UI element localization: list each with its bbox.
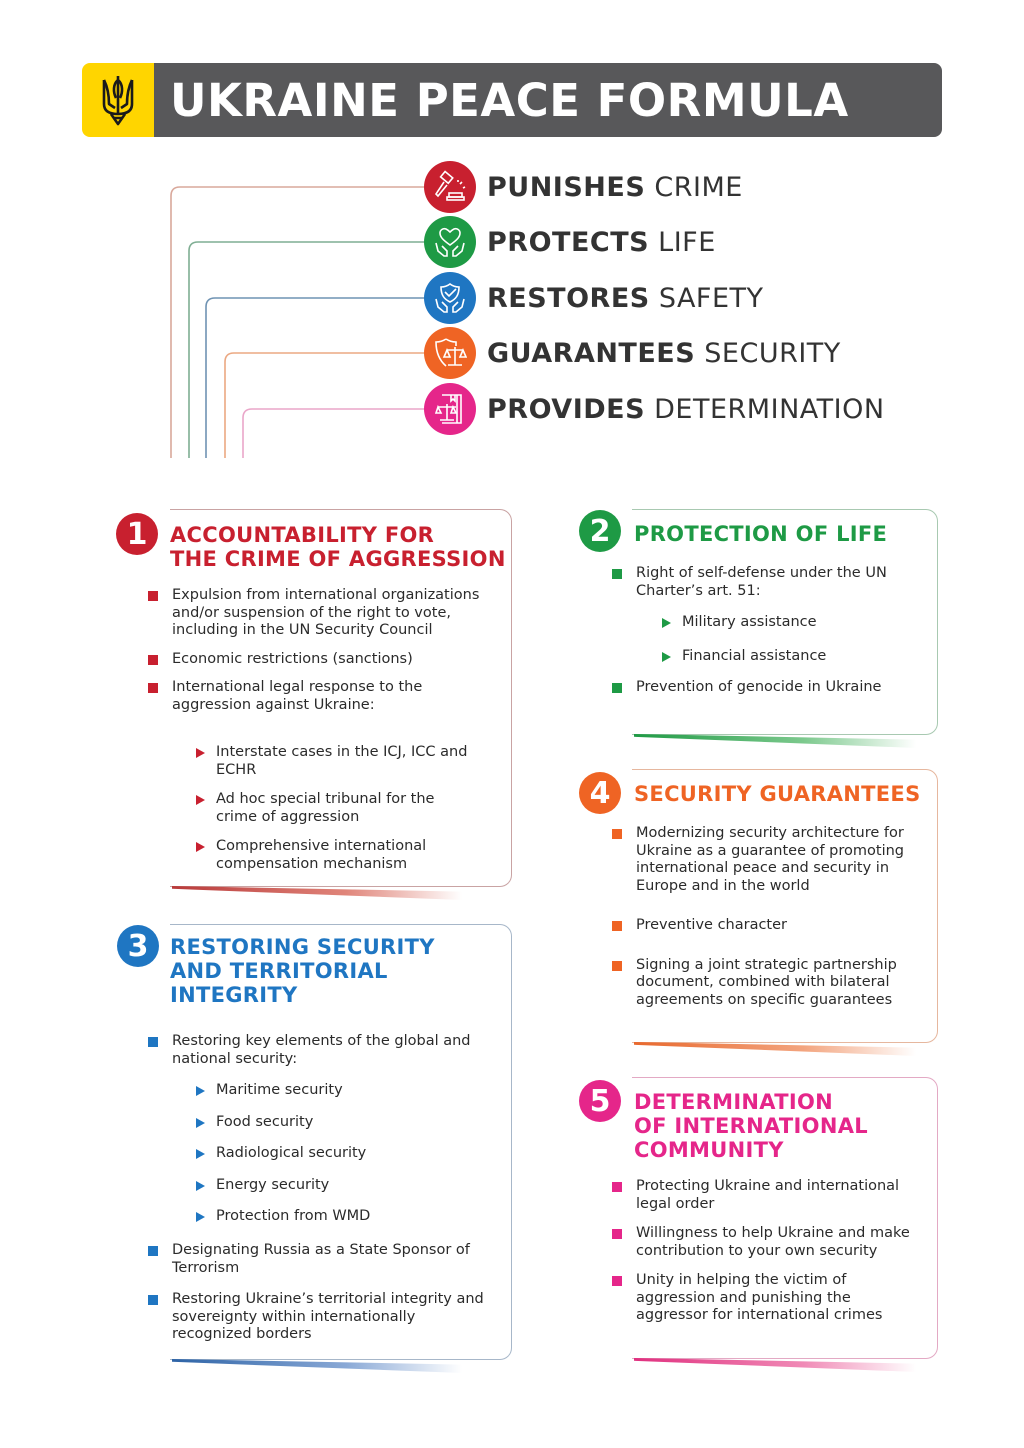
card-bullet-list <box>612 825 914 1009</box>
principle-provides-determination <box>424 383 885 435</box>
principle-label: GUARANTEES SECURITY <box>487 337 841 369</box>
card-security-guarantees <box>589 769 938 1043</box>
shield-scales-icon <box>433 336 467 370</box>
connector-line-5 <box>243 409 426 458</box>
bullet-item: Modernizing security architecture for Ukraine as a guarantee of promoting international peace and security in Europe and in the world <box>612 825 914 895</box>
card-swoosh <box>634 734 916 748</box>
trident-crest-icon <box>101 74 135 126</box>
principle-label: PROVIDES DETERMINATION <box>487 393 885 425</box>
card-swoosh <box>172 886 462 900</box>
card-subitem-list <box>196 744 476 873</box>
card-subitem-list <box>196 1082 456 1226</box>
connector-line-4 <box>225 353 426 458</box>
check-shield-hands-icon <box>433 281 467 315</box>
card-number-badge: 5 <box>579 1080 621 1122</box>
card-restoring-security <box>127 924 512 1360</box>
card-number-badge: 2 <box>579 510 621 552</box>
sub-item: Military assistance <box>662 614 922 632</box>
sub-item: Radiological security <box>196 1145 456 1163</box>
card-number-badge: 1 <box>116 513 158 555</box>
bullet-item: Unity in helping the victim of aggression and punishing the aggressor for international crimes <box>612 1272 914 1325</box>
card-title: SECURITY GUARANTEES <box>634 782 921 806</box>
sub-item: Ad hoc special tribunal for the crime of aggression <box>196 791 476 826</box>
heart-hands-icon <box>433 225 467 259</box>
card-title: RESTORING SECURITY AND TERRITORIAL INTEGRITY <box>170 935 435 1007</box>
card-determination <box>589 1077 938 1359</box>
card-number-badge: 4 <box>579 772 621 814</box>
bullet-item: Willingness to help Ukraine and make contribution to your own security <box>612 1225 914 1260</box>
bullet-item: Preventive character <box>612 917 914 935</box>
principle-label: PUNISHES CRIME <box>487 171 743 203</box>
card-bullet-list <box>612 565 912 600</box>
sub-item: Maritime security <box>196 1082 456 1100</box>
card-title: ACCOUNTABILITY FOR THE CRIME OF AGGRESSION <box>170 523 506 571</box>
principle-icon-circle <box>424 161 476 213</box>
principle-icon-circle <box>424 327 476 379</box>
sub-item: Comprehensive international compensation mechanism <box>196 838 476 873</box>
principle-protects-life <box>424 216 716 268</box>
card-title: DETERMINATION OF INTERNATIONAL COMMUNITY <box>634 1090 868 1162</box>
card-protection-of-life <box>589 509 938 735</box>
page-title: UKRAINE PEACE FORMULA <box>170 73 849 127</box>
card-bullet-list <box>148 587 488 714</box>
bullet-item: Restoring key elements of the global and national security: <box>148 1033 478 1068</box>
bullet-item: Protecting Ukraine and international legal order <box>612 1178 914 1213</box>
card-subitem-list <box>662 614 922 665</box>
principle-punishes-crime <box>424 161 743 213</box>
card-bullet-list <box>612 679 912 697</box>
bullet-item: Restoring Ukraine’s territorial integrity and sovereignty within internationally recognized borders <box>148 1291 488 1344</box>
card-bullet-list <box>148 1242 488 1344</box>
bullet-item: International legal response to the aggression against Ukraine: <box>148 679 488 714</box>
principle-icon-circle <box>424 383 476 435</box>
sub-item: Protection from WMD <box>196 1208 456 1226</box>
connector-line-2 <box>189 242 426 458</box>
bullet-item: Expulsion from international organizations and/or suspension of the right to vote, including in the UN Security Council <box>148 587 488 640</box>
law-book-scales-icon <box>433 392 467 426</box>
bullet-item: Signing a joint strategic partnership document, combined with bilateral agreements on specific guarantees <box>612 957 914 1010</box>
gavel-icon <box>433 170 467 204</box>
crest-box <box>82 63 154 137</box>
connector-line-3 <box>206 298 426 458</box>
sub-item: Energy security <box>196 1177 456 1195</box>
principle-icon-circle <box>424 216 476 268</box>
connector-line-1 <box>171 187 426 458</box>
sub-item: Interstate cases in the ICJ, ICC and ECHR <box>196 744 476 779</box>
card-number-badge: 3 <box>117 925 159 967</box>
principle-guarantees-security <box>424 327 841 379</box>
card-title: PROTECTION OF LIFE <box>634 522 888 546</box>
card-bullet-list <box>148 1033 478 1068</box>
sub-item: Food security <box>196 1114 456 1132</box>
card-swoosh <box>634 1358 916 1372</box>
card-accountability <box>126 509 512 887</box>
title-banner <box>82 63 942 137</box>
bullet-item: Designating Russia as a State Sponsor of Terrorism <box>148 1242 488 1277</box>
principle-label: PROTECTS LIFE <box>487 226 716 258</box>
card-swoosh <box>634 1042 916 1056</box>
bullet-item: Right of self-defense under the UN Charter’s art. 51: <box>612 565 912 600</box>
sub-item: Financial assistance <box>662 648 922 666</box>
card-swoosh <box>172 1359 462 1373</box>
bullet-item: Prevention of genocide in Ukraine <box>612 679 912 697</box>
principle-restores-safety <box>424 272 764 324</box>
card-bullet-list <box>612 1178 914 1325</box>
principle-label: RESTORES SAFETY <box>487 282 764 314</box>
principle-icon-circle <box>424 272 476 324</box>
title-box <box>154 63 942 137</box>
bullet-item: Economic restrictions (sanctions) <box>148 651 488 669</box>
